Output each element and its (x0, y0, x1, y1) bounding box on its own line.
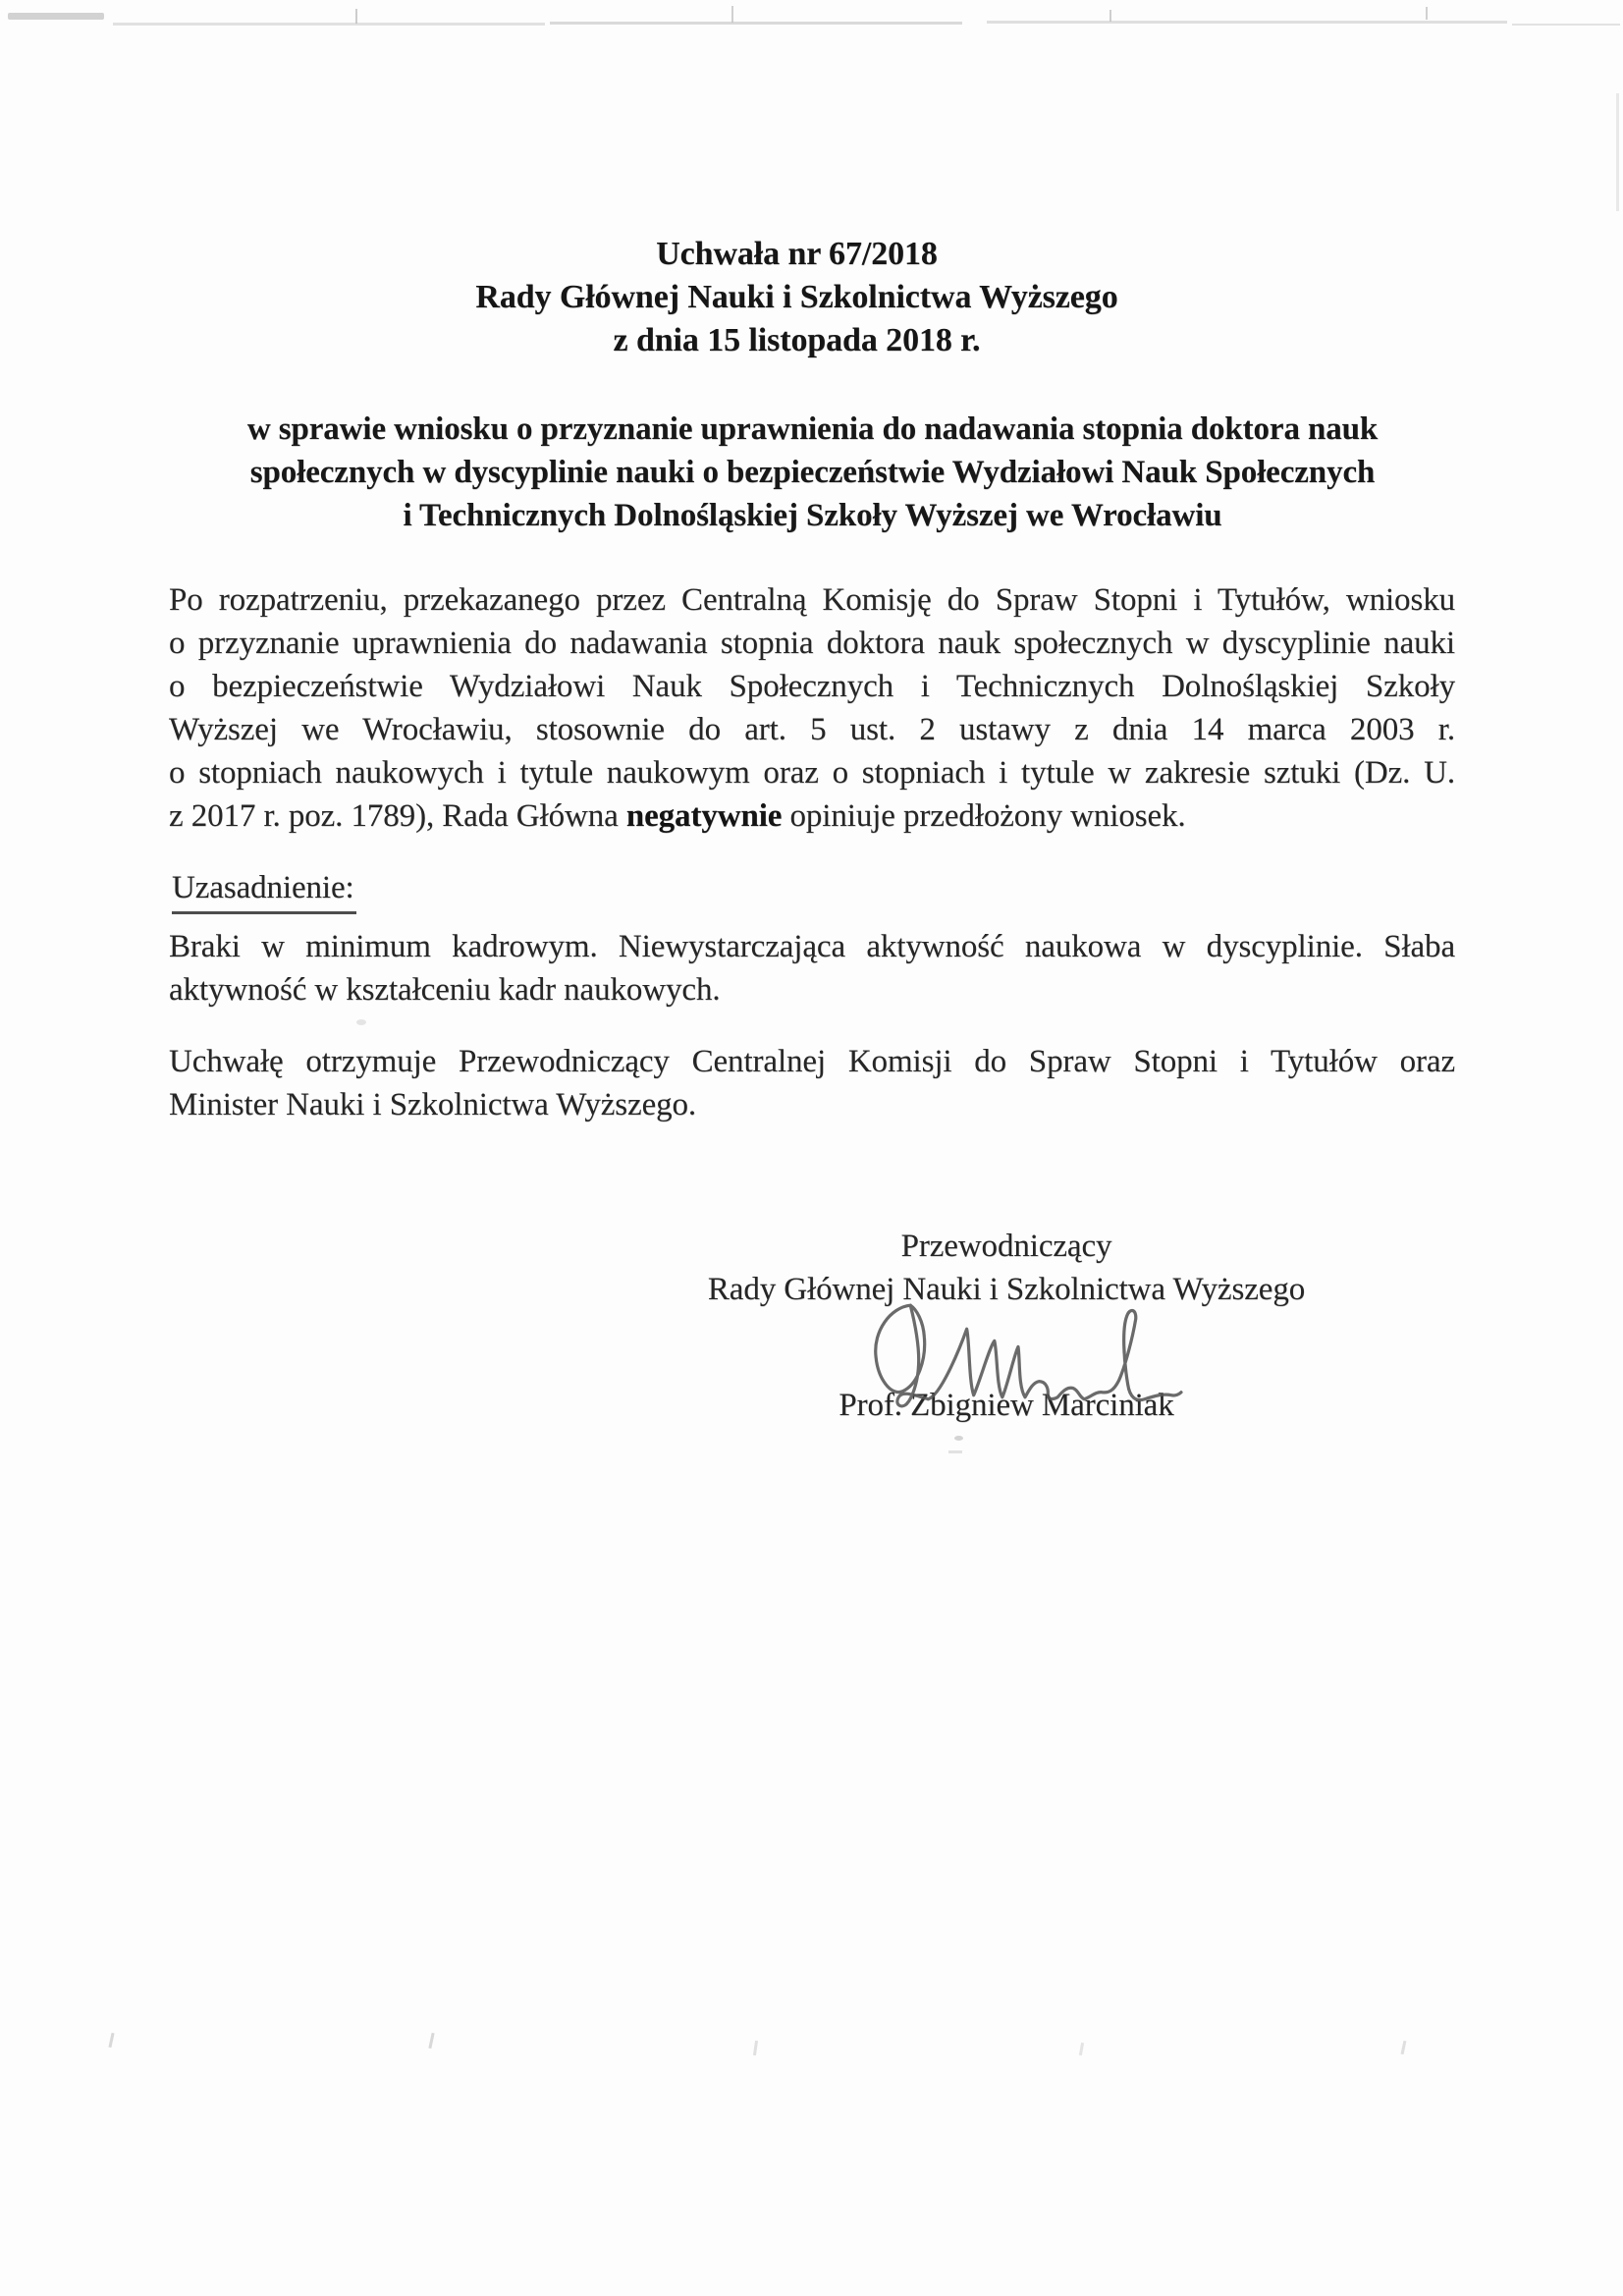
text-segment: o bezpieczeństwie Wydziałowi Nauk Społecznych i Technicznych Dolnośląskiej Szkoły (169, 669, 1455, 704)
text-line: społecznych w dyscyplinie nauki o bezpieczeństwie Wydziałowi Nauk Społecznych (249, 455, 1376, 490)
text-line (169, 794, 1455, 838)
text-line (169, 1083, 1455, 1126)
resolution-body-paragraph (169, 578, 1455, 838)
scan-noise-tick (731, 6, 733, 23)
text-segment: aktywność w kształceniu kadr naukowych. (169, 972, 721, 1008)
text-segment: Minister Nauki i Szkolnictwa Wyższego. (169, 1087, 697, 1122)
scan-noise-bottom-tick (1401, 2041, 1407, 2054)
text-line (169, 968, 1455, 1011)
text-line (169, 665, 1455, 708)
text-line: z dnia 15 listopada 2018 r. (613, 322, 981, 358)
text-line: Uchwała nr 67/2018 (656, 236, 938, 272)
text-segment: Po rozpatrzeniu, przekazanego przez Centralną Komisję do Spraw Stopni i Tytułów, wniosku (169, 582, 1455, 618)
resolution-subject (172, 408, 1453, 537)
justification-heading: Uzasadnienie: (172, 866, 356, 914)
scan-noise-top-line (113, 23, 545, 26)
text-line (169, 925, 1455, 968)
scan-noise-bottom-tick (428, 2033, 434, 2049)
text-segment: opiniuje przedłożony wniosek. (782, 798, 1186, 834)
emphasized-word: negatywnie (625, 798, 783, 834)
signatory-name: Prof. Zbigniew Marciniak (839, 1388, 1174, 1423)
text-line (169, 751, 1455, 794)
scan-noise-right-edge (1616, 93, 1619, 211)
text-line (169, 578, 1455, 622)
scan-noise-top-line (1512, 24, 1620, 26)
distribution-paragraph (169, 1040, 1455, 1126)
scan-noise-bottom-tick (108, 2033, 114, 2048)
scan-noise-tick (1426, 7, 1428, 20)
resolution-title (156, 233, 1437, 362)
scan-noise-speck (356, 1019, 366, 1025)
scan-noise-speck (948, 1450, 962, 1453)
scan-noise-top-left (8, 13, 104, 20)
signatory-role: Przewodniczący (900, 1229, 1112, 1264)
scan-noise-bottom-tick (1079, 2043, 1084, 2055)
scan-noise-tick (355, 9, 357, 24)
scan-noise-top-line (550, 22, 962, 25)
signatory-organization: Rady Głównej Nauki i Szkolnictwa Wyższego (707, 1272, 1306, 1307)
text-line: i Technicznych Dolnośląskiej Szkoły Wyższej we Wrocławiu (403, 498, 1222, 533)
text-line (169, 1040, 1455, 1083)
text-segment: z 2017 r. poz. 1789), Rada Główna (169, 798, 626, 834)
text-line (169, 708, 1455, 751)
text-line: Rady Głównej Nauki i Szkolnictwa Wyższego (475, 279, 1118, 315)
justification-section (172, 866, 356, 914)
signature-block (702, 1225, 1311, 1450)
scan-noise-tick (1109, 10, 1111, 22)
text-segment: o stopniach naukowych i tytule naukowym oraz o stopniach i tytule w zakresie sztuki (Dz. U. (169, 755, 1455, 791)
text-line (169, 622, 1455, 665)
text-line: w sprawie wniosku o przyznanie uprawnienia do nadawania stopnia doktora nauk (246, 411, 1379, 447)
text-segment: o przyznanie uprawnienia do nadawania stopnia doktora nauk społecznych w dyscyplinie nauki (169, 626, 1455, 661)
scan-noise-bottom-tick (753, 2041, 758, 2055)
justification-paragraph (169, 925, 1455, 1011)
handwritten-signature (867, 1298, 1183, 1414)
text-segment: Wyższej we Wrocławiu, stosownie do art. 5 ust. 2 ustawy z dnia 14 marca 2003 r. (169, 712, 1455, 747)
scan-noise-top-line (987, 21, 1507, 24)
text-segment: Uchwałę otrzymuje Przewodniczący Centralnej Komisji do Spraw Stopni i Tytułów oraz (169, 1044, 1455, 1079)
text-segment: Braki w minimum kadrowym. Niewystarczająca aktywność naukowa w dyscyplinie. Słaba (169, 929, 1455, 964)
